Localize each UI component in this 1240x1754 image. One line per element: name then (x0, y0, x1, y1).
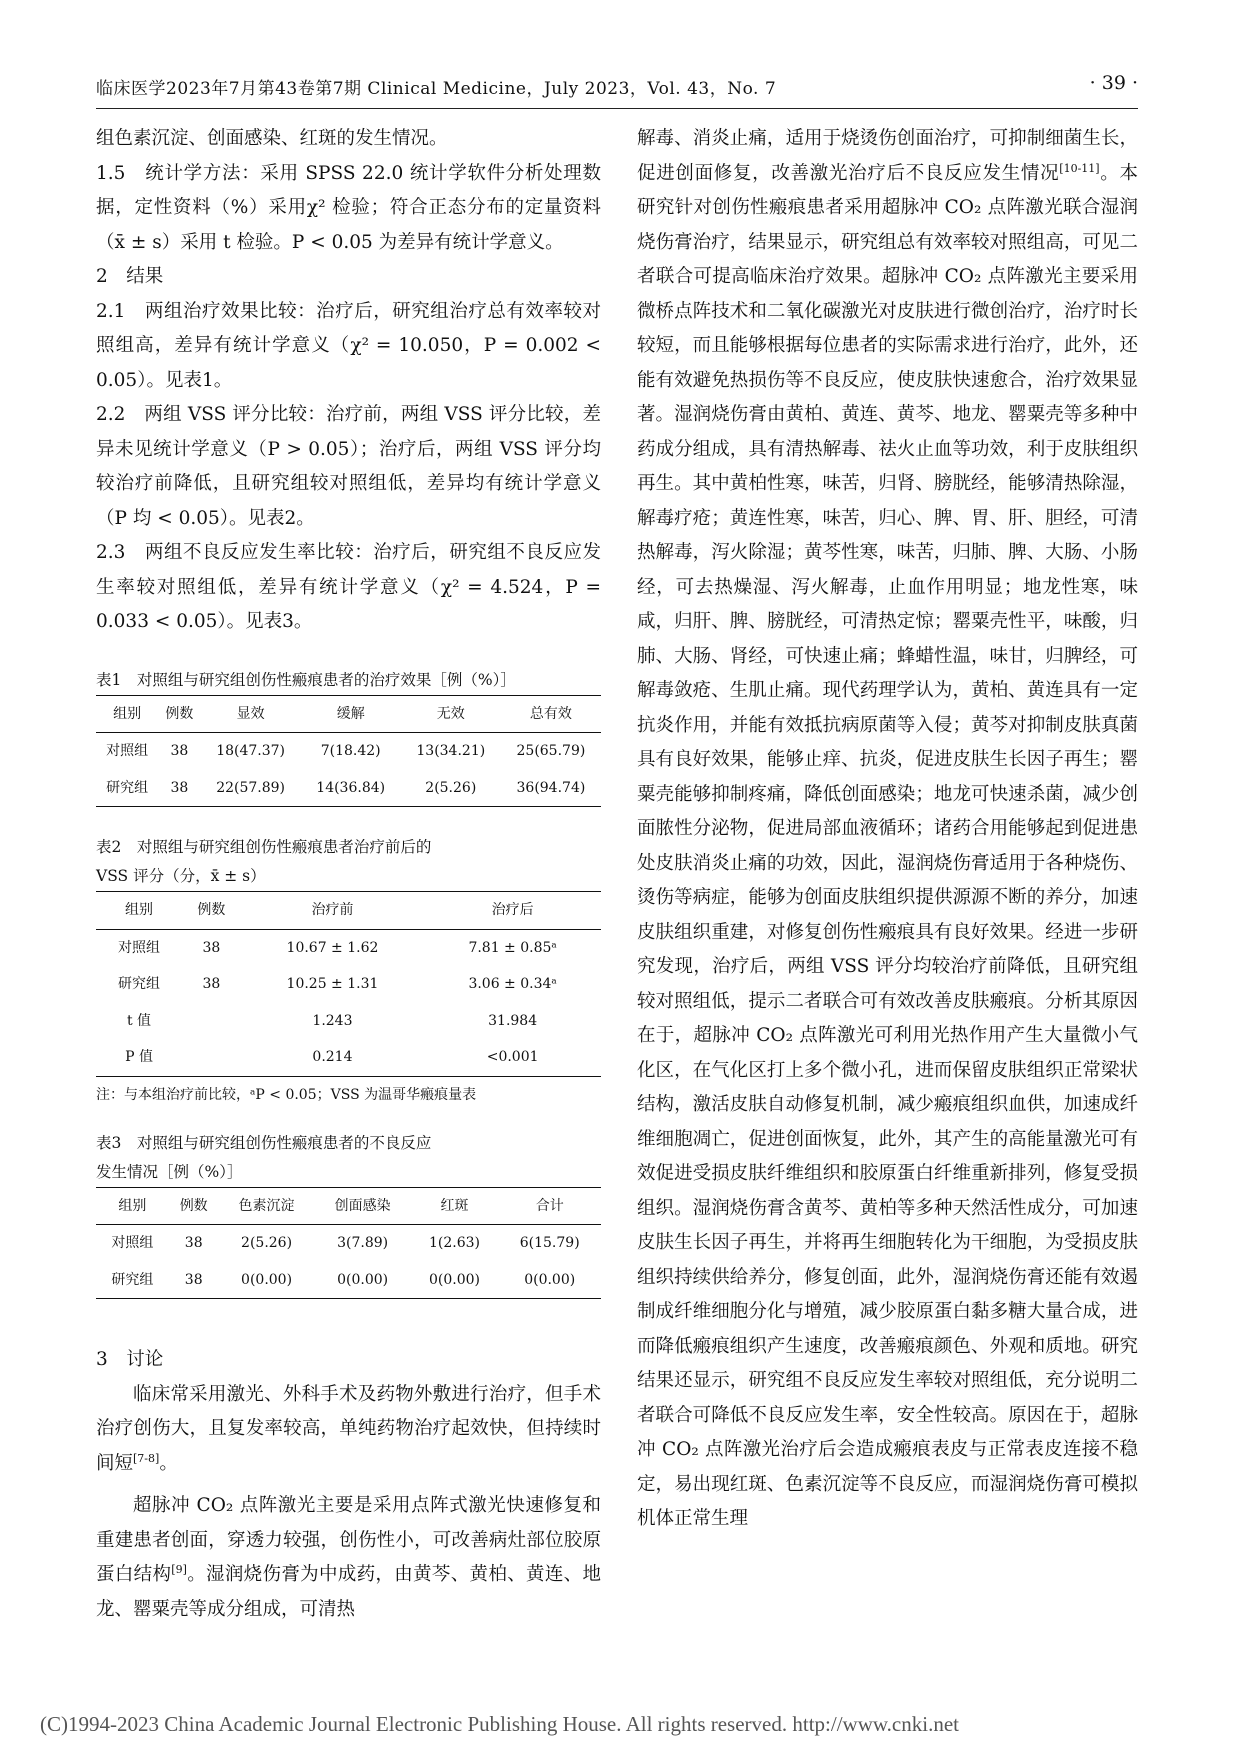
table-caption: 表2 对照组与研究组创伤性瘢痕患者治疗前后的 (96, 838, 432, 856)
table-cell: 2(5.26) (241, 1235, 293, 1251)
table-cell: 1.243 (312, 1012, 353, 1029)
table-cell: 38 (169, 1262, 219, 1299)
table-cell: 7.81 ± 0.85ᵃ (468, 939, 557, 956)
table-cell (182, 1039, 241, 1076)
table-cell: 22(57.89) (201, 770, 301, 807)
table-cell: 0(0.00) (411, 1262, 499, 1299)
paragraph-text: 。湿润烧伤膏为中成药，由黄芩、黄柏、黄连、地龙、罂粟壳等成分组成，可清热 (96, 1564, 601, 1620)
table-cell: 7(18.42) (320, 743, 381, 759)
table-header: 无效 (401, 695, 501, 733)
table-cell: 0(0.00) (498, 1262, 601, 1299)
paragraph (96, 1378, 601, 1482)
section-heading-discussion: 3 讨论 (96, 1349, 164, 1370)
paragraph: 1.5 统计学方法：采用 SPSS 22.0 统计学软件分析处理数据，定性资料（%）采用χ² 检验；符合正态分布的定量资料（x̄ ± s）采用 t 检验。P < 0.05 为差异有统计学意义。 (96, 162, 601, 253)
table-cell: 38 (158, 770, 200, 807)
paragraph-text: 。 (159, 1452, 178, 1474)
table-header: 缓解 (301, 695, 401, 733)
paragraph-text: 。本研究针对创伤性瘢痕患者采用超脉冲 CO₂ 点阵激光联合湿润烧伤膏治疗，结果显示，研究组总有效率较对照组高，可见二者联合可提高临床治疗效果。超脉冲 CO₂ 点阵激光主要采用微桥点阵技术和二氧化碳激光对皮肤进行微创治疗，治疗时长较短，而且能够根据每位患者的实际需求进行治疗，此外，还能有效避免热损伤等不良反应，使皮肤快速愈合，治疗效果显著。湿润烧伤膏由黄柏、黄连、黄芩、地龙、罂粟壳等多种中药成分组成，具有清热解毒、祛火止血等功效，利于皮肤组织再生。其中黄柏性寒，味苦，归肾、膀胱经，能够清热除湿，解毒疗疮；黄连性寒，味苦，归心、脾、胃、肝、胆经，可清热解毒，泻火除湿；黄芩性寒，味苦，归肺、脾、大肠、小肠经，可去热燥湿、泻火解毒，止血作用明显；地龙性寒，味咸，归肝、脾、膀胱经，可清热定惊；罂粟壳性平，味酸，归肺、大肠、肾经，可快速止痛；蜂蜡性温，味甘，归脾经，可解毒敛疮、生肌止痛。现代药理学认为，黄柏、黄连具有一定抗炎作用，并能有效抵抗病原菌等入侵；黄芩对抑制皮肤真菌具有良好效果，能够止痒、抗炎，促进皮肤生长因子再生；罂粟壳能够抑制疼痛，降低创面感染；地龙可快速杀菌，减少创面脓性分泌物，促进局部血液循环；诸药合用能够起到促进患处皮肤消炎止痛的功效，因此，湿润烧伤膏适用于各种烧伤、烫伤等病症，能够为创面皮肤组织提供源源不断的养分，加速皮肤组织重建，对修复创伤性瘢痕具有良好效果。经进一步研究发现，治疗后，两组 VSS 评分均较治疗前降低，且研究组较对照组低，提示二者联合可有效改善皮肤瘢痕。分析其原因在于，超脉冲 CO₂ 点阵激光可利用光热作用产生大量微小气化区，在气化区打上多个微小孔，进而保留皮肤组织正常梁状结构，激活皮肤自动修复机制，减少瘢痕组织血供，加速成纤维细胞凋亡，促进创面恢复，此外，其产生的高能量激光可有效促进受损皮肤纤维组织和胶原蛋白纤维重新排列，修复受损组织。湿润烧伤膏含黄芩、黄柏等多种天然活性成分，可加速皮肤生长因子再生，并将再生细胞转化为干细胞，为受损皮肤组织持续供给养分，修复创面，此外，湿润烧伤膏还能有效遏制成纤维细胞分化与增殖，减少胶原蛋白黏多糖大量合成，进而降低瘢痕组织产生速度，改善瘢痕颜色、外观和质地。研究结果还显示，研究组不良反应发生率较对照组低，充分说明二者联合可降低不良反应发生率，安全性较高。原因在于，超脉冲 CO₂ 点阵激光治疗后会造成瘢痕表皮与正常表皮连接不稳定，易出现红斑、色素沉淀等不良反应，而湿润烧伤膏可模拟机体正常生理 (637, 162, 1138, 1529)
table-header: 红斑 (411, 1187, 499, 1225)
paragraph (96, 1489, 601, 1627)
table-row (96, 929, 601, 966)
table-cell: 38 (184, 1235, 203, 1251)
citation: [9] (171, 1563, 187, 1576)
table-cell: 38 (202, 976, 221, 992)
table-cell: 研究组 (96, 770, 158, 807)
page-number: · 39 · (1089, 72, 1138, 94)
table-cell: 10.25 ± 1.31 (286, 976, 379, 992)
table-note: 注：与本组治疗前比较，ᵃP < 0.05；VSS 为温哥华瘢痕量表 (96, 1086, 477, 1103)
table-caption-line2: 发生情况［例（%）］ (96, 1162, 243, 1181)
table-3-grid (96, 1187, 601, 1300)
table-cell: 0.214 (241, 1039, 425, 1076)
table-row (96, 1039, 601, 1076)
table-header: 治疗前 (241, 892, 425, 930)
table-cell: 0(0.00) (315, 1262, 411, 1299)
table-cell: <0.001 (424, 1039, 601, 1076)
table-cell: 0(0.00) (219, 1262, 315, 1299)
table-3 (96, 1129, 601, 1300)
table-2 (96, 833, 601, 1107)
table-cell: 36(94.74) (501, 770, 601, 807)
table-caption: 表1 对照组与研究组创伤性瘢痕患者的治疗效果［例（%）］ (96, 670, 516, 689)
table-cell: 38 (170, 743, 189, 759)
table-header: 治疗后 (424, 892, 601, 930)
table-cell: 2(5.26) (401, 770, 501, 807)
table-1 (96, 666, 601, 808)
table-cell: 对照组 (111, 1235, 154, 1251)
table-2-grid (96, 891, 601, 1077)
copyright-footer: (C)1994-2023 China Academic Journal Electronic Publishing House. All rights reserved. http://www.cnki.net (40, 1712, 959, 1736)
table-cell: 6(15.79) (519, 1235, 580, 1251)
paragraph (637, 122, 1138, 1537)
table-header: 总有效 (501, 695, 601, 733)
paragraph: 2.1 两组治疗效果比较：治疗后，研究组治疗总有效率较对照组高，差异有统计学意义（χ² = 10.050，P = 0.002 < 0.05）。见表1。 (96, 300, 601, 391)
table-cell (182, 1003, 241, 1040)
table-cell: 研究组 (118, 976, 161, 992)
paragraph: 组色素沉淀、创面感染、红斑的发生情况。 (96, 128, 448, 149)
table-cell: t 值 (126, 1012, 152, 1029)
running-header (96, 68, 1138, 109)
paragraph: 2.2 两组 VSS 评分比较：治疗前，两组 VSS 评分比较，差异未见统计学意义（P > 0.05）；治疗后，两组 VSS 评分均较治疗前降低，且研究组较对照组低，差异均有统计学意义（P 均 < 0.05）。见表2。 (96, 404, 601, 529)
left-column (96, 122, 601, 1627)
table-cell: P 值 (96, 1039, 182, 1076)
table-cell: 3.06 ± 0.34ᵃ (468, 976, 557, 992)
table-cell: 14(36.84) (301, 770, 401, 807)
table-header: 显效 (201, 695, 301, 733)
table-cell: 对照组 (118, 939, 161, 956)
table-header: 例数 (169, 1187, 219, 1225)
table-header: 色素沉淀 (219, 1187, 315, 1225)
table-cell: 31.984 (488, 1012, 538, 1029)
table-caption-line2: VSS 评分（分，x̄ ± s） (96, 867, 266, 885)
table-cell: 38 (202, 939, 221, 956)
table-cell: 对照组 (106, 743, 149, 759)
table-1-grid (96, 695, 601, 808)
table-cell: 10.67 ± 1.62 (286, 939, 379, 956)
paragraph-text: 解毒、消炎止痛，适用于烧烫伤创面治疗，可抑制细菌生长，促进创面修复，改善激光治疗后不良反应发生情况 (637, 128, 1138, 184)
table-header: 例数 (158, 695, 200, 733)
right-column (637, 122, 1138, 1537)
table-header: 组别 (96, 1187, 169, 1225)
table-header: 组别 (96, 892, 182, 930)
table-row (96, 966, 601, 1003)
table-header: 创面感染 (315, 1187, 411, 1225)
paragraph-text: 临床常采用激光、外科手术及药物外敷进行治疗，但手术治疗创伤大，且复发率较高，单纯药物治疗起效快，但持续时间短 (96, 1383, 601, 1474)
citation: [10-11] (1059, 161, 1100, 175)
table-row (96, 1225, 601, 1262)
table-cell: 3(7.89) (337, 1235, 389, 1251)
table-cell: 13(34.21) (416, 743, 486, 759)
table-header: 例数 (182, 892, 241, 930)
table-row (96, 770, 601, 807)
table-caption: 表3 对照组与研究组创伤性瘢痕患者的不良反应 (96, 1133, 432, 1152)
journal-info: 临床医学2023年7月第43卷第7期 Clinical Medicine，July 2023，Vol. 43，No. 7 (96, 79, 777, 99)
citation: [7-8] (133, 1451, 160, 1465)
table-row (96, 733, 601, 770)
section-heading-results: 2 结果 (96, 266, 164, 287)
table-cell: 18(47.37) (216, 743, 286, 759)
table-header: 合计 (498, 1187, 601, 1225)
table-cell: 25(65.79) (516, 743, 586, 759)
table-header: 组别 (96, 695, 158, 733)
table-row (96, 1003, 601, 1040)
paragraph-text: 超脉冲 CO₂ 点阵激光主要是采用点阵式激光快速修复和重建患者创面，穿透力较强，创伤性小，可改善病灶部位胶原蛋白结构 (96, 1495, 601, 1585)
table-cell: 1(2.63) (429, 1235, 481, 1251)
table-row (96, 1262, 601, 1299)
table-cell: 研究组 (96, 1262, 169, 1299)
paragraph: 2.3 两组不良反应发生率比较：治疗后，研究组不良反应发生率较对照组低，差异有统计学意义（χ² = 4.524，P = 0.033 < 0.05）。见表3。 (96, 542, 601, 632)
